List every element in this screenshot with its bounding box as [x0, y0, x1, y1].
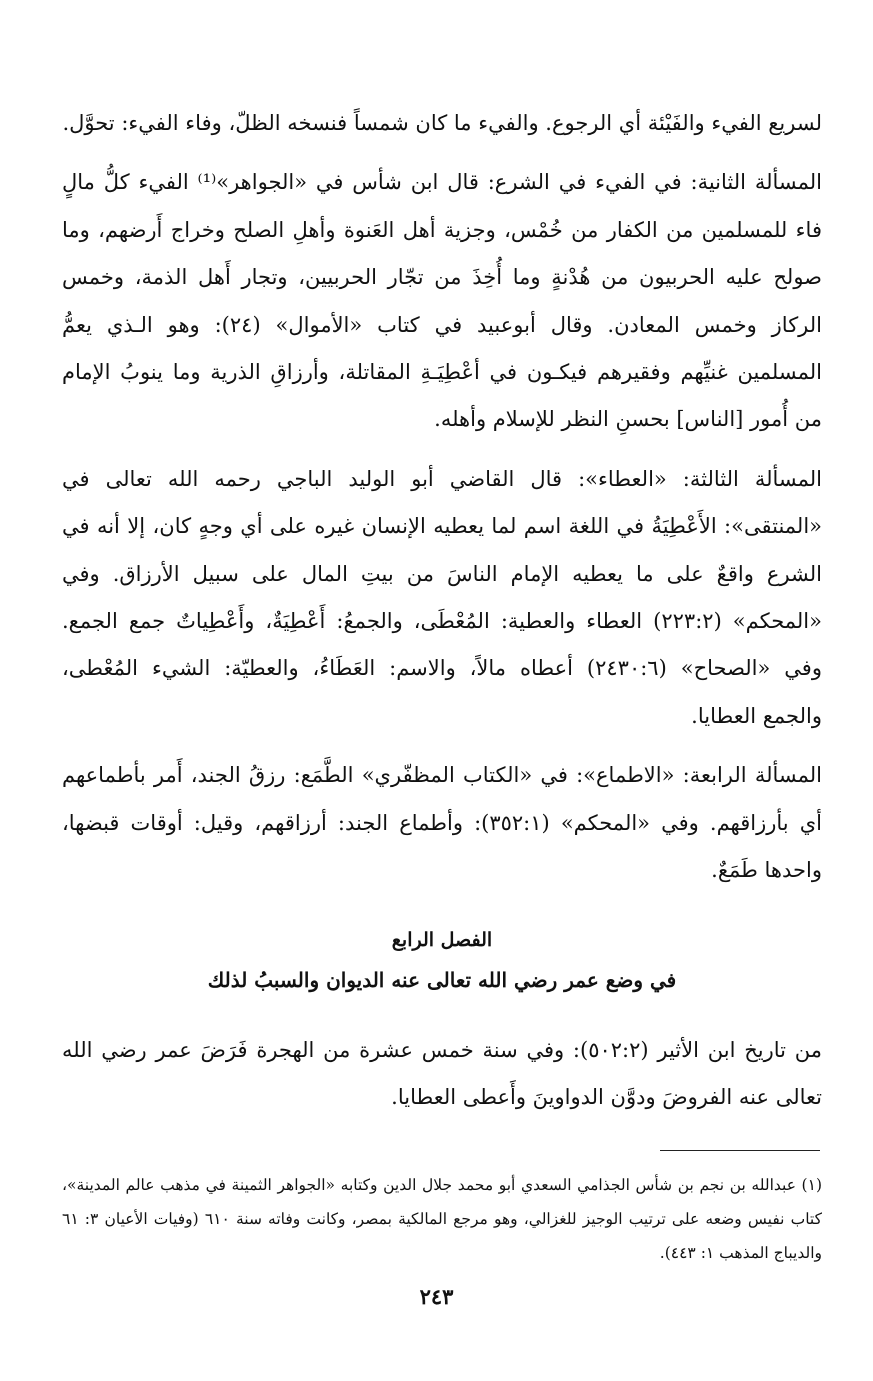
- spacer: [62, 740, 822, 752]
- page-number: ٢٤٣: [419, 1284, 454, 1309]
- spacer: [62, 1001, 822, 1027]
- chapter-title: في وضع عمر رضي الله تعالى عنه الديوان والسببُ لذلك: [207, 967, 677, 992]
- chapter-number: الفصل الرابع: [391, 928, 493, 951]
- spacer: [62, 147, 822, 159]
- footnote-separator: [660, 1150, 820, 1151]
- main-text: [62, 100, 822, 1121]
- paragraph-chapter-intro: من تاريخ ابن الأثير (٥٠٢:٢): وفي سنة خمس عشرة من الهجرة فَرَضَ عمر رضي الله تعالى عنه الفروضَ ودوَّن الدواوينَ وأَعطى العطايا.: [62, 1037, 822, 1109]
- footnote: (١) عبدالله بن نجم بن شأس الجذامي السعدي أبو محمد جلال الدين وكتابه «الجواهر الثمينة في مذهب عالم المدينة»، كتاب نفيس وضعه على ترتيب الوجيز للغزالي، وهو مرجع المالكية بمصر، وكانت وفاته سنة ٦١٠ (وفيات الأعيان ٣: ٦١ والديباج المذهب ١: ٤٤٣).: [62, 1176, 822, 1262]
- paragraph-issue-four: المسألة الرابعة: «الاطماع»: في «الكتاب المظفّري» الطَّمَع: رزقُ الجند، أَمر بأطماعهم أي بأرزاقهم. وفي «المحكم» (٣٥٢:١): وأطماع الجند: أرزاقهم، وقيل: أوقات قبضها، واحدها طَمَعٌ.: [62, 763, 822, 883]
- paragraph-fay-definition: لسريع الفيء والفَيْئة أي الرجوع. والفيء ما كان شمساً فنسخه الظلّ، وفاء الفيء: تحوَّل.: [62, 111, 822, 135]
- spacer: [62, 895, 822, 921]
- paragraph-issue-three: المسألة الثالثة: «العطاء»: قال القاضي أبو الوليد الباجي رحمه الله تعالى في «المنتقى»: الأَعْطِيَةُ في اللغة اسم لما يعطيه الإنسان غيره على أي وجهٍ كان، إلا أنه في الشرع واقعٌ على ما يعطيه الإمام الناسَ من بيتِ المال على سبيل الأرزاق. وفي «المحكم» (٢٢٣:٢) العطاء والعطية: المُعْطَى، والجمعُ: أَعْطِيَةٌ، وأَعْطِياتٌ جمع الجمع. وفي «الصحاح» (٢٤٣٠:٦) أعطاه مالاً، والاسم: العَطَاءُ، والعطيّة: الشيء المُعْطى، والجمع العطايا.: [62, 466, 822, 728]
- paragraph-issue-two: المسألة الثانية: في الفيء في الشرع: قال ابن شأس في «الجواهر»⁽¹⁾ الفيء كلُّ مالٍ فاء للمسلمين من الكفار من خُمْس، وجزية أهل العَنوة وأهلِ الصلح وخراج أَرضهم، وما صولح عليه الحربيون من هُدْنةٍ وما أُخِذَ من تجّار الحربيين، وتجار أَهل الذمة، وخمس الركاز وخمس المعادن. وقال أبوعبيد في كتاب «الأموال» (٢٤): وهو الـذي يعمُّ المسلمين غنيِّهم وفقيرهم فيكـون في أعْطِيَـةِ المقاتلة، وأرزاقِ الذرية وما ينوبُ الإمام من أُمور [الناس] بحسنِ النظر للإسلام وأهله.: [62, 170, 823, 432]
- spacer: [62, 444, 822, 456]
- footnote-rule: [660, 1150, 820, 1151]
